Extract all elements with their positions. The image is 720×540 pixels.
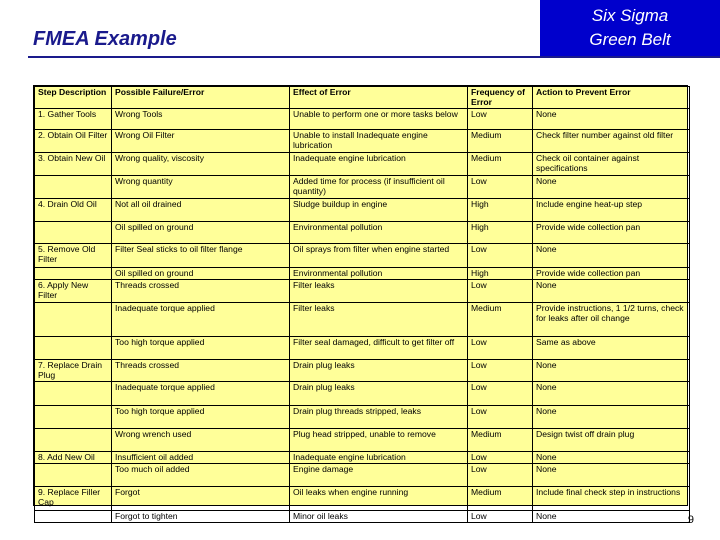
step-cell xyxy=(35,511,112,523)
effect-cell: Oil sprays from filter when engine started xyxy=(290,244,468,268)
frequency-cell: Medium xyxy=(468,130,533,153)
effect-cell: Filter seal damaged, difficult to get filter off xyxy=(290,337,468,360)
action-cell: None xyxy=(533,452,690,464)
frequency-cell: Medium xyxy=(468,487,533,511)
table-row xyxy=(35,511,690,523)
frequency-cell: Low xyxy=(468,382,533,406)
table-row xyxy=(35,280,690,303)
table-row xyxy=(35,429,690,452)
failure-cell: Wrong Tools xyxy=(112,109,290,130)
table-row xyxy=(35,268,690,280)
failure-cell: Inadequate torque applied xyxy=(112,382,290,406)
action-cell: Check filter number against old filter xyxy=(533,130,690,153)
effect-cell: Added time for process (if insufficient oil quantity) xyxy=(290,176,468,199)
action-cell: None xyxy=(533,244,690,268)
brand-line-1: Six Sigma xyxy=(591,6,669,25)
failure-cell: Wrong quality, viscosity xyxy=(112,153,290,176)
page-number: 9 xyxy=(687,514,694,526)
effect-cell: Inadequate engine lubrication xyxy=(290,452,468,464)
brand-badge xyxy=(540,0,720,58)
frequency-cell: Low xyxy=(468,452,533,464)
effect-cell: Oil leaks when engine running xyxy=(290,487,468,511)
action-cell: Include engine heat-up step xyxy=(533,199,690,222)
effect-cell: Unable to install Inadequate engine lubrication xyxy=(290,130,468,153)
failure-cell: Filter Seal sticks to oil filter flange xyxy=(112,244,290,268)
frequency-cell: Low xyxy=(468,244,533,268)
failure-cell: Wrong wrench used xyxy=(112,429,290,452)
frequency-cell: Low xyxy=(468,337,533,360)
failure-cell: Insufficient oil added xyxy=(112,452,290,464)
failure-cell: Threads crossed xyxy=(112,360,290,382)
failure-cell: Oil spilled on ground xyxy=(112,268,290,280)
effect-cell: Environmental pollution xyxy=(290,222,468,244)
action-cell: None xyxy=(533,280,690,303)
step-cell: 1. Gather Tools xyxy=(35,109,112,130)
action-cell: Provide wide collection pan xyxy=(533,222,690,244)
effect-cell: Sludge buildup in engine xyxy=(290,199,468,222)
action-cell: Provide instructions, 1 1/2 turns, check for leaks after oil change xyxy=(533,303,690,337)
table-row xyxy=(35,199,690,222)
frequency-cell: Low xyxy=(468,176,533,199)
effect-cell: Filter leaks xyxy=(290,303,468,337)
table-row xyxy=(35,176,690,199)
table-row xyxy=(35,487,690,511)
effect-cell: Environmental pollution xyxy=(290,268,468,280)
table-row xyxy=(35,109,690,130)
step-cell: 4. Drain Old Oil xyxy=(35,199,112,222)
column-header: Action to Prevent Error xyxy=(533,87,690,109)
frequency-cell: Low xyxy=(468,109,533,130)
frequency-cell: Low xyxy=(468,464,533,487)
table-row xyxy=(35,464,690,487)
step-cell xyxy=(35,429,112,452)
frequency-cell: Low xyxy=(468,280,533,303)
step-cell: 6. Apply New Filter xyxy=(35,280,112,303)
failure-cell: Forgot xyxy=(112,487,290,511)
fmea-table-container xyxy=(33,85,688,521)
failure-cell: Threads crossed xyxy=(112,280,290,303)
effect-cell: Drain plug leaks xyxy=(290,382,468,406)
effect-cell: Inadequate engine lubrication xyxy=(290,153,468,176)
table-row xyxy=(35,130,690,153)
frequency-cell: High xyxy=(468,222,533,244)
action-cell: Same as above xyxy=(533,337,690,360)
column-header: Possible Failure/Error xyxy=(112,87,290,109)
step-cell: 2. Obtain Oil Filter xyxy=(35,130,112,153)
step-cell xyxy=(35,268,112,280)
table-row xyxy=(35,337,690,360)
failure-cell: Too much oil added xyxy=(112,464,290,487)
table-row xyxy=(35,406,690,429)
action-cell: None xyxy=(533,464,690,487)
step-cell: 7. Replace Drain Plug xyxy=(35,360,112,382)
column-header: Frequency of Error xyxy=(468,87,533,109)
step-cell xyxy=(35,222,112,244)
action-cell: None xyxy=(533,511,690,523)
failure-cell: Wrong Oil Filter xyxy=(112,130,290,153)
effect-cell: Drain plug threads stripped, leaks xyxy=(290,406,468,429)
step-cell xyxy=(35,406,112,429)
table-row xyxy=(35,303,690,337)
action-cell: None xyxy=(533,360,690,382)
step-cell xyxy=(35,382,112,406)
failure-cell: Wrong quantity xyxy=(112,176,290,199)
action-cell: Design twist off drain plug xyxy=(533,429,690,452)
effect-cell: Plug head stripped, unable to remove xyxy=(290,429,468,452)
failure-cell: Too high torque applied xyxy=(112,337,290,360)
action-cell: None xyxy=(533,109,690,130)
frequency-cell: Low xyxy=(468,360,533,382)
step-cell xyxy=(35,303,112,337)
failure-cell: Forgot to tighten xyxy=(112,511,290,523)
step-cell: 9. Replace Filler Cap xyxy=(35,487,112,511)
column-header: Effect of Error xyxy=(290,87,468,109)
frequency-cell: Medium xyxy=(468,429,533,452)
failure-cell: Oil spilled on ground xyxy=(112,222,290,244)
title-divider xyxy=(28,56,720,58)
failure-cell: Too high torque applied xyxy=(112,406,290,429)
step-cell xyxy=(35,337,112,360)
table-row xyxy=(35,244,690,268)
step-cell xyxy=(35,176,112,199)
frequency-cell: Medium xyxy=(468,303,533,337)
effect-cell: Minor oil leaks xyxy=(290,511,468,523)
step-cell: 5. Remove Old Filter xyxy=(35,244,112,268)
action-cell: None xyxy=(533,406,690,429)
action-cell: None xyxy=(533,176,690,199)
table-row xyxy=(35,382,690,406)
slide-title: FMEA Example xyxy=(33,28,177,50)
column-header: Step Description xyxy=(35,87,112,109)
failure-cell: Not all oil drained xyxy=(112,199,290,222)
action-cell: Provide wide collection pan xyxy=(533,268,690,280)
failure-cell: Inadequate torque applied xyxy=(112,303,290,337)
step-cell: 3. Obtain New Oil xyxy=(35,153,112,176)
table-body xyxy=(35,109,690,523)
table-row xyxy=(35,222,690,244)
frequency-cell: Low xyxy=(468,511,533,523)
table-row xyxy=(35,452,690,464)
action-cell: Check oil container against specifications xyxy=(533,153,690,176)
effect-cell: Engine damage xyxy=(290,464,468,487)
step-cell xyxy=(35,464,112,487)
frequency-cell: High xyxy=(468,268,533,280)
frequency-cell: Low xyxy=(468,406,533,429)
effect-cell: Unable to perform one or more tasks below xyxy=(290,109,468,130)
action-cell: None xyxy=(533,382,690,406)
frequency-cell: High xyxy=(468,199,533,222)
effect-cell: Drain plug leaks xyxy=(290,360,468,382)
table-header-row xyxy=(35,87,690,109)
table-row xyxy=(35,360,690,382)
action-cell: Include final check step in instructions xyxy=(533,487,690,511)
fmea-table xyxy=(34,86,690,523)
frequency-cell: Medium xyxy=(468,153,533,176)
step-cell: 8. Add New Oil xyxy=(35,452,112,464)
effect-cell: Filter leaks xyxy=(290,280,468,303)
brand-line-2: Green Belt xyxy=(589,30,671,49)
table-row xyxy=(35,153,690,176)
